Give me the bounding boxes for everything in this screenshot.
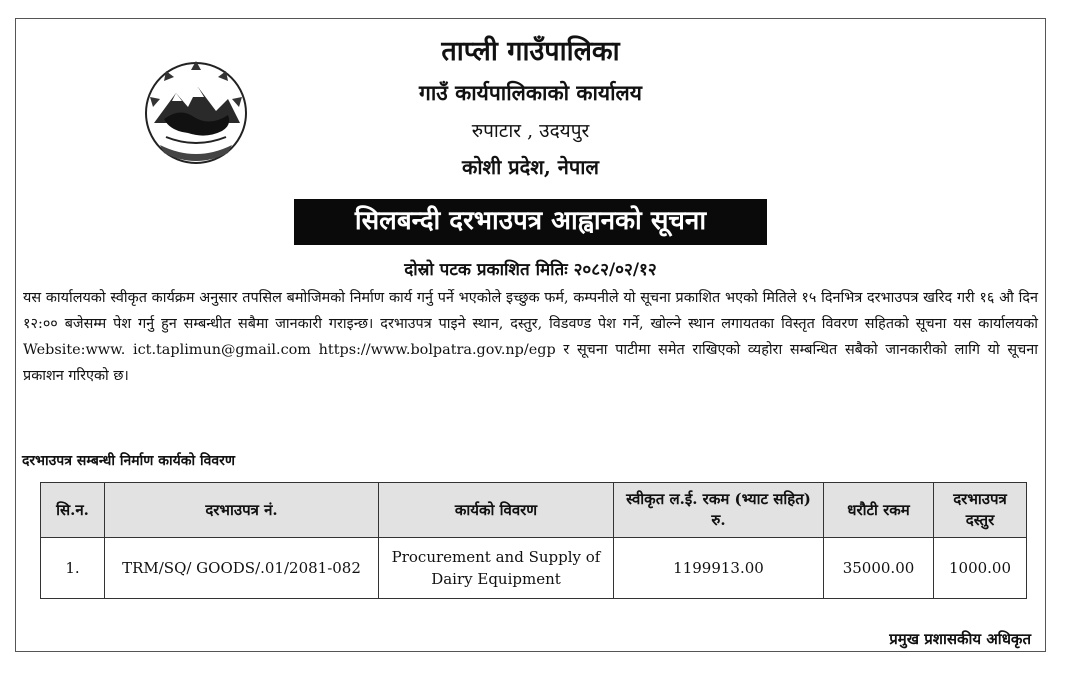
office-address: रुपाटार , उदयपुर [471, 120, 590, 142]
cell-sn: 1. [41, 538, 105, 599]
office-name: गाउँ कार्यपालिकाको कार्यालय [419, 80, 642, 105]
notice-page [15, 18, 1046, 652]
section-title: दरभाउपत्र सम्बन्धी निर्माण कार्यको विवरण [22, 453, 236, 469]
col-header-bid-number: दरभाउपत्र नं. [105, 483, 379, 538]
table-header-row [41, 483, 1027, 538]
published-date: दोस्रो पटक प्रकाशित मितिः २०८२/०२/१२ [404, 260, 657, 280]
cell-work-description: Procurement and Supply of Dairy Equipment [379, 538, 614, 599]
cell-bid-number: TRM/SQ/ GOODS/.01/2081-082 [105, 538, 379, 599]
col-header-sn: सि.न. [41, 483, 105, 538]
office-province: कोशी प्रदेश, नेपाल [461, 155, 599, 179]
col-header-work-description: कार्यको विवरण [379, 483, 614, 538]
table-row [41, 538, 1027, 599]
signatory: प्रमुख प्रशासकीय अधिकृत [889, 630, 1031, 648]
notice-body [16, 285, 1045, 389]
cell-bid-fee: 1000.00 [934, 538, 1027, 599]
notice-body-text: यस कार्यालयको स्वीकृत कार्यक्रम अनुसार तपसिल बमोजिमको निर्माण कार्य गर्नु पर्ने भएकोले इच्छुक फर्म, कम्पनीले यो सूचना प्रकाशित भएको मितिले १५ दिनभित्र दरभाउपत्र खरिद गरी १६ औ दिन १२:०० बजेसम्म पेश गर्नु हुन सम्बन्धीत सबैमा जानकारी गराइन्छ। दरभाउपत्र पाइने स्थान, दस्तुर, विडवण्ड पेश गर्ने, खोल्ने स्थान लगायतका विस्तृत विवरण सहितको सूचना यस कार्यालयको Website:www. ict.taplimun@gmail.com https://www.bolpatra.gov.np/egp र सूचना पाटीमा समेत राखिएको व्यहोरा सम्बन्धित सबैको जानकारीको लागि यो सूचना प्रकाशन गरिएको छ। [23, 290, 1038, 384]
works-table [40, 482, 1027, 599]
col-header-estimate-amount: स्वीकृत ल.ई. रकम (भ्याट सहित) रु. [614, 483, 824, 538]
cell-estimate-amount: 1199913.00 [614, 538, 824, 599]
col-header-deposit-amount: धरौटी रकम [824, 483, 934, 538]
notice-title: सिलबन्दी दरभाउपत्र आह्वानको सूचना [294, 199, 767, 245]
col-header-bid-fee: दरभाउपत्र दस्तुर [934, 483, 1027, 538]
municipality-name: ताप्ली गाउँपालिका [441, 36, 620, 67]
cell-deposit-amount: 35000.00 [824, 538, 934, 599]
